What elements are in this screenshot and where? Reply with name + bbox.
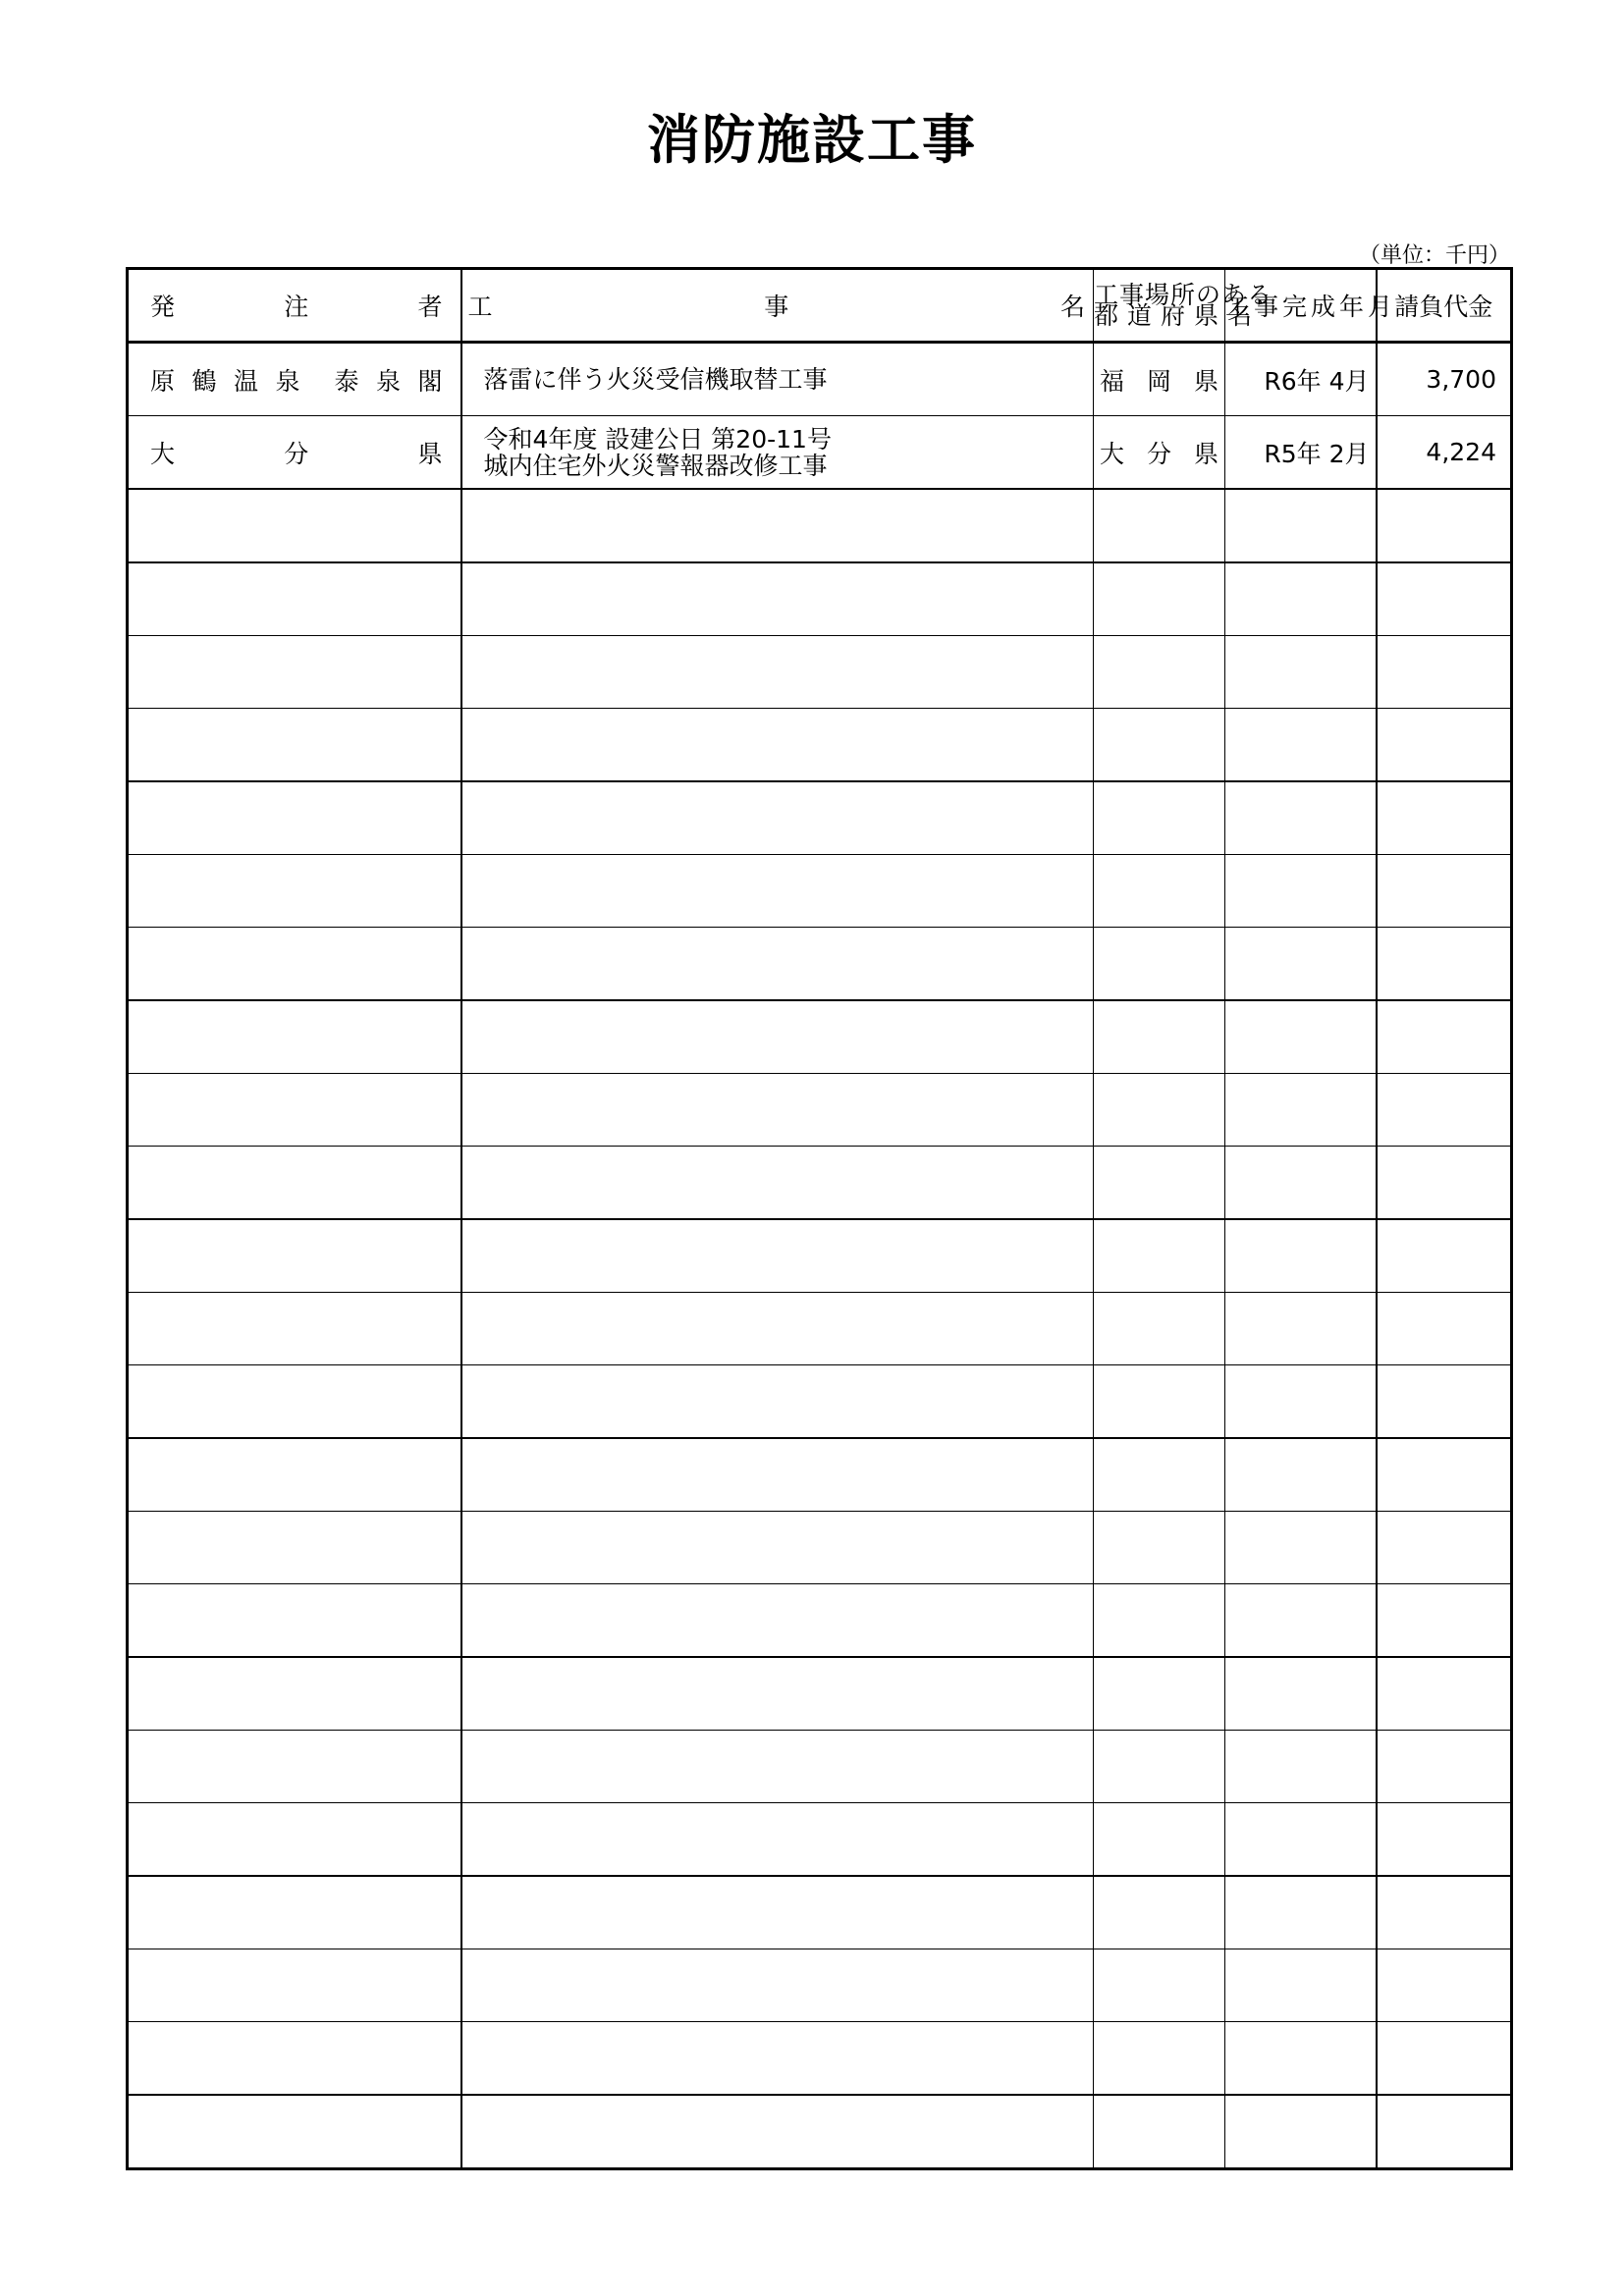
table-row <box>128 636 1512 709</box>
table-row <box>128 1365 1512 1439</box>
project-name-cell <box>461 1657 1094 1731</box>
prefecture-cell <box>1094 489 1225 562</box>
header-client-char: 者 <box>417 293 443 321</box>
client-char: 県 <box>417 439 443 468</box>
prefecture-char: 福 <box>1100 366 1125 396</box>
completion-cell <box>1225 1876 1377 1949</box>
client-cell <box>128 489 461 562</box>
table-row <box>128 781 1512 855</box>
project-name-cell <box>461 1293 1094 1365</box>
completion-cell <box>1225 2095 1377 2169</box>
project-name-cell <box>461 343 1094 416</box>
amount-cell <box>1377 1000 1512 1074</box>
client-char: 原 <box>150 366 176 396</box>
prefecture-cell <box>1094 343 1225 416</box>
completion-cell <box>1225 1147 1377 1220</box>
prefecture-cell <box>1094 1000 1225 1074</box>
table-row <box>128 1147 1512 1220</box>
table-row <box>128 416 1512 490</box>
table-row <box>128 1219 1512 1293</box>
header-prefecture-line1: 工事場所のある <box>1094 281 1273 309</box>
client-cell <box>128 2022 461 2096</box>
prefecture-cell <box>1094 1365 1225 1439</box>
client-cell <box>128 1438 461 1512</box>
completion-cell <box>1225 1074 1377 1147</box>
client-cell <box>128 343 461 416</box>
table-row <box>128 2022 1512 2096</box>
client-cell <box>128 2095 461 2169</box>
prefecture-cell <box>1094 2022 1225 2096</box>
project-name-cell <box>461 1000 1094 1074</box>
project-name-line1: 落雷に伴う火災受信機取替工事 <box>483 365 828 394</box>
prefecture-cell <box>1094 562 1225 636</box>
amount-cell <box>1377 1949 1512 2022</box>
amount-cell <box>1377 1147 1512 1220</box>
project-name-cell <box>461 1876 1094 1949</box>
client-cell <box>128 1365 461 1439</box>
client-char: 分 <box>284 439 309 468</box>
completion-cell <box>1225 1438 1377 1512</box>
table-row <box>128 1584 1512 1658</box>
amount-cell <box>1377 855 1512 928</box>
amount-cell <box>1377 781 1512 855</box>
completion-cell <box>1225 1657 1377 1731</box>
prefecture-char: 県 <box>1193 366 1218 396</box>
prefecture-cell <box>1094 1147 1225 1220</box>
table-body <box>128 343 1512 2169</box>
table-row <box>128 1876 1512 1949</box>
completion-cell <box>1225 1584 1377 1658</box>
header-client-char: 発 <box>150 293 176 321</box>
page-title: 消防施設工事 <box>647 109 977 171</box>
unit-label: （単位：千円） <box>1358 243 1510 268</box>
completion-cell <box>1225 928 1377 1001</box>
table-row <box>128 489 1512 562</box>
amount-cell <box>1377 1438 1512 1512</box>
client-cell <box>128 1731 461 1803</box>
completion-cell <box>1225 1293 1377 1365</box>
table-row <box>128 1731 1512 1803</box>
project-name-cell <box>461 2095 1094 2169</box>
completion-cell <box>1225 1803 1377 1877</box>
prefecture-cell <box>1094 1512 1225 1584</box>
header-completion: 工事完成年月 <box>1225 269 1377 343</box>
prefecture-cell <box>1094 2095 1225 2169</box>
client-cell <box>128 1147 461 1220</box>
prefecture-char: 県 <box>1193 439 1218 468</box>
project-name-cell <box>461 1219 1094 1293</box>
client-cell <box>128 855 461 928</box>
prefecture-char: 分 <box>1146 439 1171 468</box>
client-cell <box>128 709 461 782</box>
project-name-cell <box>461 1147 1094 1220</box>
table-row <box>128 1438 1512 1512</box>
table-row <box>128 1074 1512 1147</box>
amount-cell <box>1377 2022 1512 2096</box>
prefecture-cell <box>1094 1876 1225 1949</box>
header-name-char: 事 <box>764 293 789 321</box>
project-name-cell <box>461 855 1094 928</box>
amount-cell <box>1377 1876 1512 1949</box>
project-name-cell <box>461 416 1094 490</box>
client-cell <box>128 1876 461 1949</box>
amount-cell <box>1377 1584 1512 1658</box>
project-name-cell <box>461 1731 1094 1803</box>
table-row <box>128 928 1512 1001</box>
project-name-cell <box>461 781 1094 855</box>
client-cell <box>128 1584 461 1658</box>
amount-cell <box>1377 928 1512 1001</box>
project-name-cell <box>461 709 1094 782</box>
completion-cell <box>1225 781 1377 855</box>
completion-cell <box>1225 489 1377 562</box>
prefecture-cell <box>1094 1949 1225 2022</box>
table-row <box>128 343 1512 416</box>
completion-cell <box>1225 1219 1377 1293</box>
amount-cell <box>1377 636 1512 709</box>
amount-cell: 4,224 <box>1377 416 1512 490</box>
completion-cell <box>1225 1512 1377 1584</box>
completion-cell <box>1225 709 1377 782</box>
client-char: 鶴 <box>191 366 217 396</box>
prefecture-cell <box>1094 1803 1225 1877</box>
client-cell <box>128 1293 461 1365</box>
client-cell <box>128 1219 461 1293</box>
completion-cell <box>1225 1000 1377 1074</box>
header-amount: 請負代金 <box>1377 269 1512 343</box>
construction-record-table <box>126 267 1513 2170</box>
amount-cell <box>1377 1512 1512 1584</box>
client-cell <box>128 562 461 636</box>
project-name-line1: 令和4年度 設建公日 第20-11号 <box>483 424 832 454</box>
client-char: 泉 <box>375 366 401 396</box>
amount-cell <box>1377 489 1512 562</box>
client-cell <box>128 1074 461 1147</box>
prefecture-cell <box>1094 855 1225 928</box>
client-cell <box>128 781 461 855</box>
project-name-cell <box>461 1584 1094 1658</box>
project-name-line2: 城内住宅外火災警報器改修工事 <box>483 451 828 480</box>
completion-cell <box>1225 636 1377 709</box>
table-row <box>128 1000 1512 1074</box>
project-name-cell <box>461 489 1094 562</box>
prefecture-cell <box>1094 1731 1225 1803</box>
amount-cell <box>1377 1365 1512 1439</box>
client-cell <box>128 1512 461 1584</box>
header-prefecture-line2: 都道府県名 <box>1094 301 1262 330</box>
client-cell <box>128 416 461 490</box>
prefecture-cell <box>1094 636 1225 709</box>
prefecture-cell <box>1094 781 1225 855</box>
prefecture-cell <box>1094 709 1225 782</box>
table-row <box>128 1512 1512 1584</box>
client-char: 大 <box>150 439 176 468</box>
project-name-cell <box>461 1512 1094 1584</box>
header-row <box>128 269 1512 343</box>
table-row <box>128 1293 1512 1365</box>
project-name-cell <box>461 1438 1094 1512</box>
completion-cell: R5年 2月 <box>1225 416 1377 490</box>
prefecture-cell <box>1094 1438 1225 1512</box>
project-name-cell <box>461 928 1094 1001</box>
amount-cell <box>1377 1731 1512 1803</box>
prefecture-cell <box>1094 1584 1225 1658</box>
client-cell <box>128 1803 461 1877</box>
client-char: 温 <box>234 366 259 396</box>
project-name-cell <box>461 1949 1094 2022</box>
project-name-cell <box>461 1074 1094 1147</box>
amount-cell <box>1377 1803 1512 1877</box>
client-cell <box>128 1949 461 2022</box>
prefecture-cell <box>1094 416 1225 490</box>
table-row <box>128 562 1512 636</box>
amount-cell <box>1377 1074 1512 1147</box>
project-name-cell <box>461 562 1094 636</box>
amount-cell <box>1377 1219 1512 1293</box>
header-client <box>128 269 461 343</box>
table-row <box>128 1657 1512 1731</box>
header-project-name <box>461 269 1094 343</box>
prefecture-char: 岡 <box>1146 366 1171 396</box>
project-name-cell <box>461 636 1094 709</box>
completion-cell <box>1225 2022 1377 2096</box>
project-name-cell <box>461 1803 1094 1877</box>
client-cell <box>128 1657 461 1731</box>
project-name-cell <box>461 2022 1094 2096</box>
completion-cell <box>1225 1731 1377 1803</box>
prefecture-char: 大 <box>1100 439 1125 468</box>
amount-cell <box>1377 2095 1512 2169</box>
client-char: 泉 <box>275 366 300 396</box>
project-name-cell <box>461 1365 1094 1439</box>
completion-cell: R6年 4月 <box>1225 343 1377 416</box>
prefecture-cell <box>1094 1293 1225 1365</box>
completion-cell <box>1225 1365 1377 1439</box>
header-name-char: 工 <box>467 293 493 321</box>
amount-cell <box>1377 1293 1512 1365</box>
table-row <box>128 855 1512 928</box>
prefecture-cell <box>1094 1219 1225 1293</box>
client-cell <box>128 636 461 709</box>
table-row <box>128 2095 1512 2169</box>
client-cell <box>128 928 461 1001</box>
completion-cell <box>1225 855 1377 928</box>
header-prefecture <box>1094 269 1273 343</box>
header-name-char: 名 <box>1059 293 1085 321</box>
client-char: 泰 <box>334 366 359 396</box>
table-row <box>128 1803 1512 1877</box>
amount-cell: 3,700 <box>1377 343 1512 416</box>
prefecture-cell <box>1094 928 1225 1001</box>
table-row <box>128 709 1512 782</box>
client-char: 閣 <box>417 366 443 396</box>
completion-cell <box>1225 562 1377 636</box>
amount-cell <box>1377 709 1512 782</box>
amount-cell <box>1377 1657 1512 1731</box>
table-row <box>128 1949 1512 2022</box>
prefecture-cell <box>1094 1657 1225 1731</box>
completion-cell <box>1225 1949 1377 2022</box>
amount-cell <box>1377 562 1512 636</box>
header-client-char: 注 <box>284 293 309 321</box>
client-cell <box>128 1000 461 1074</box>
prefecture-cell <box>1094 1074 1225 1147</box>
